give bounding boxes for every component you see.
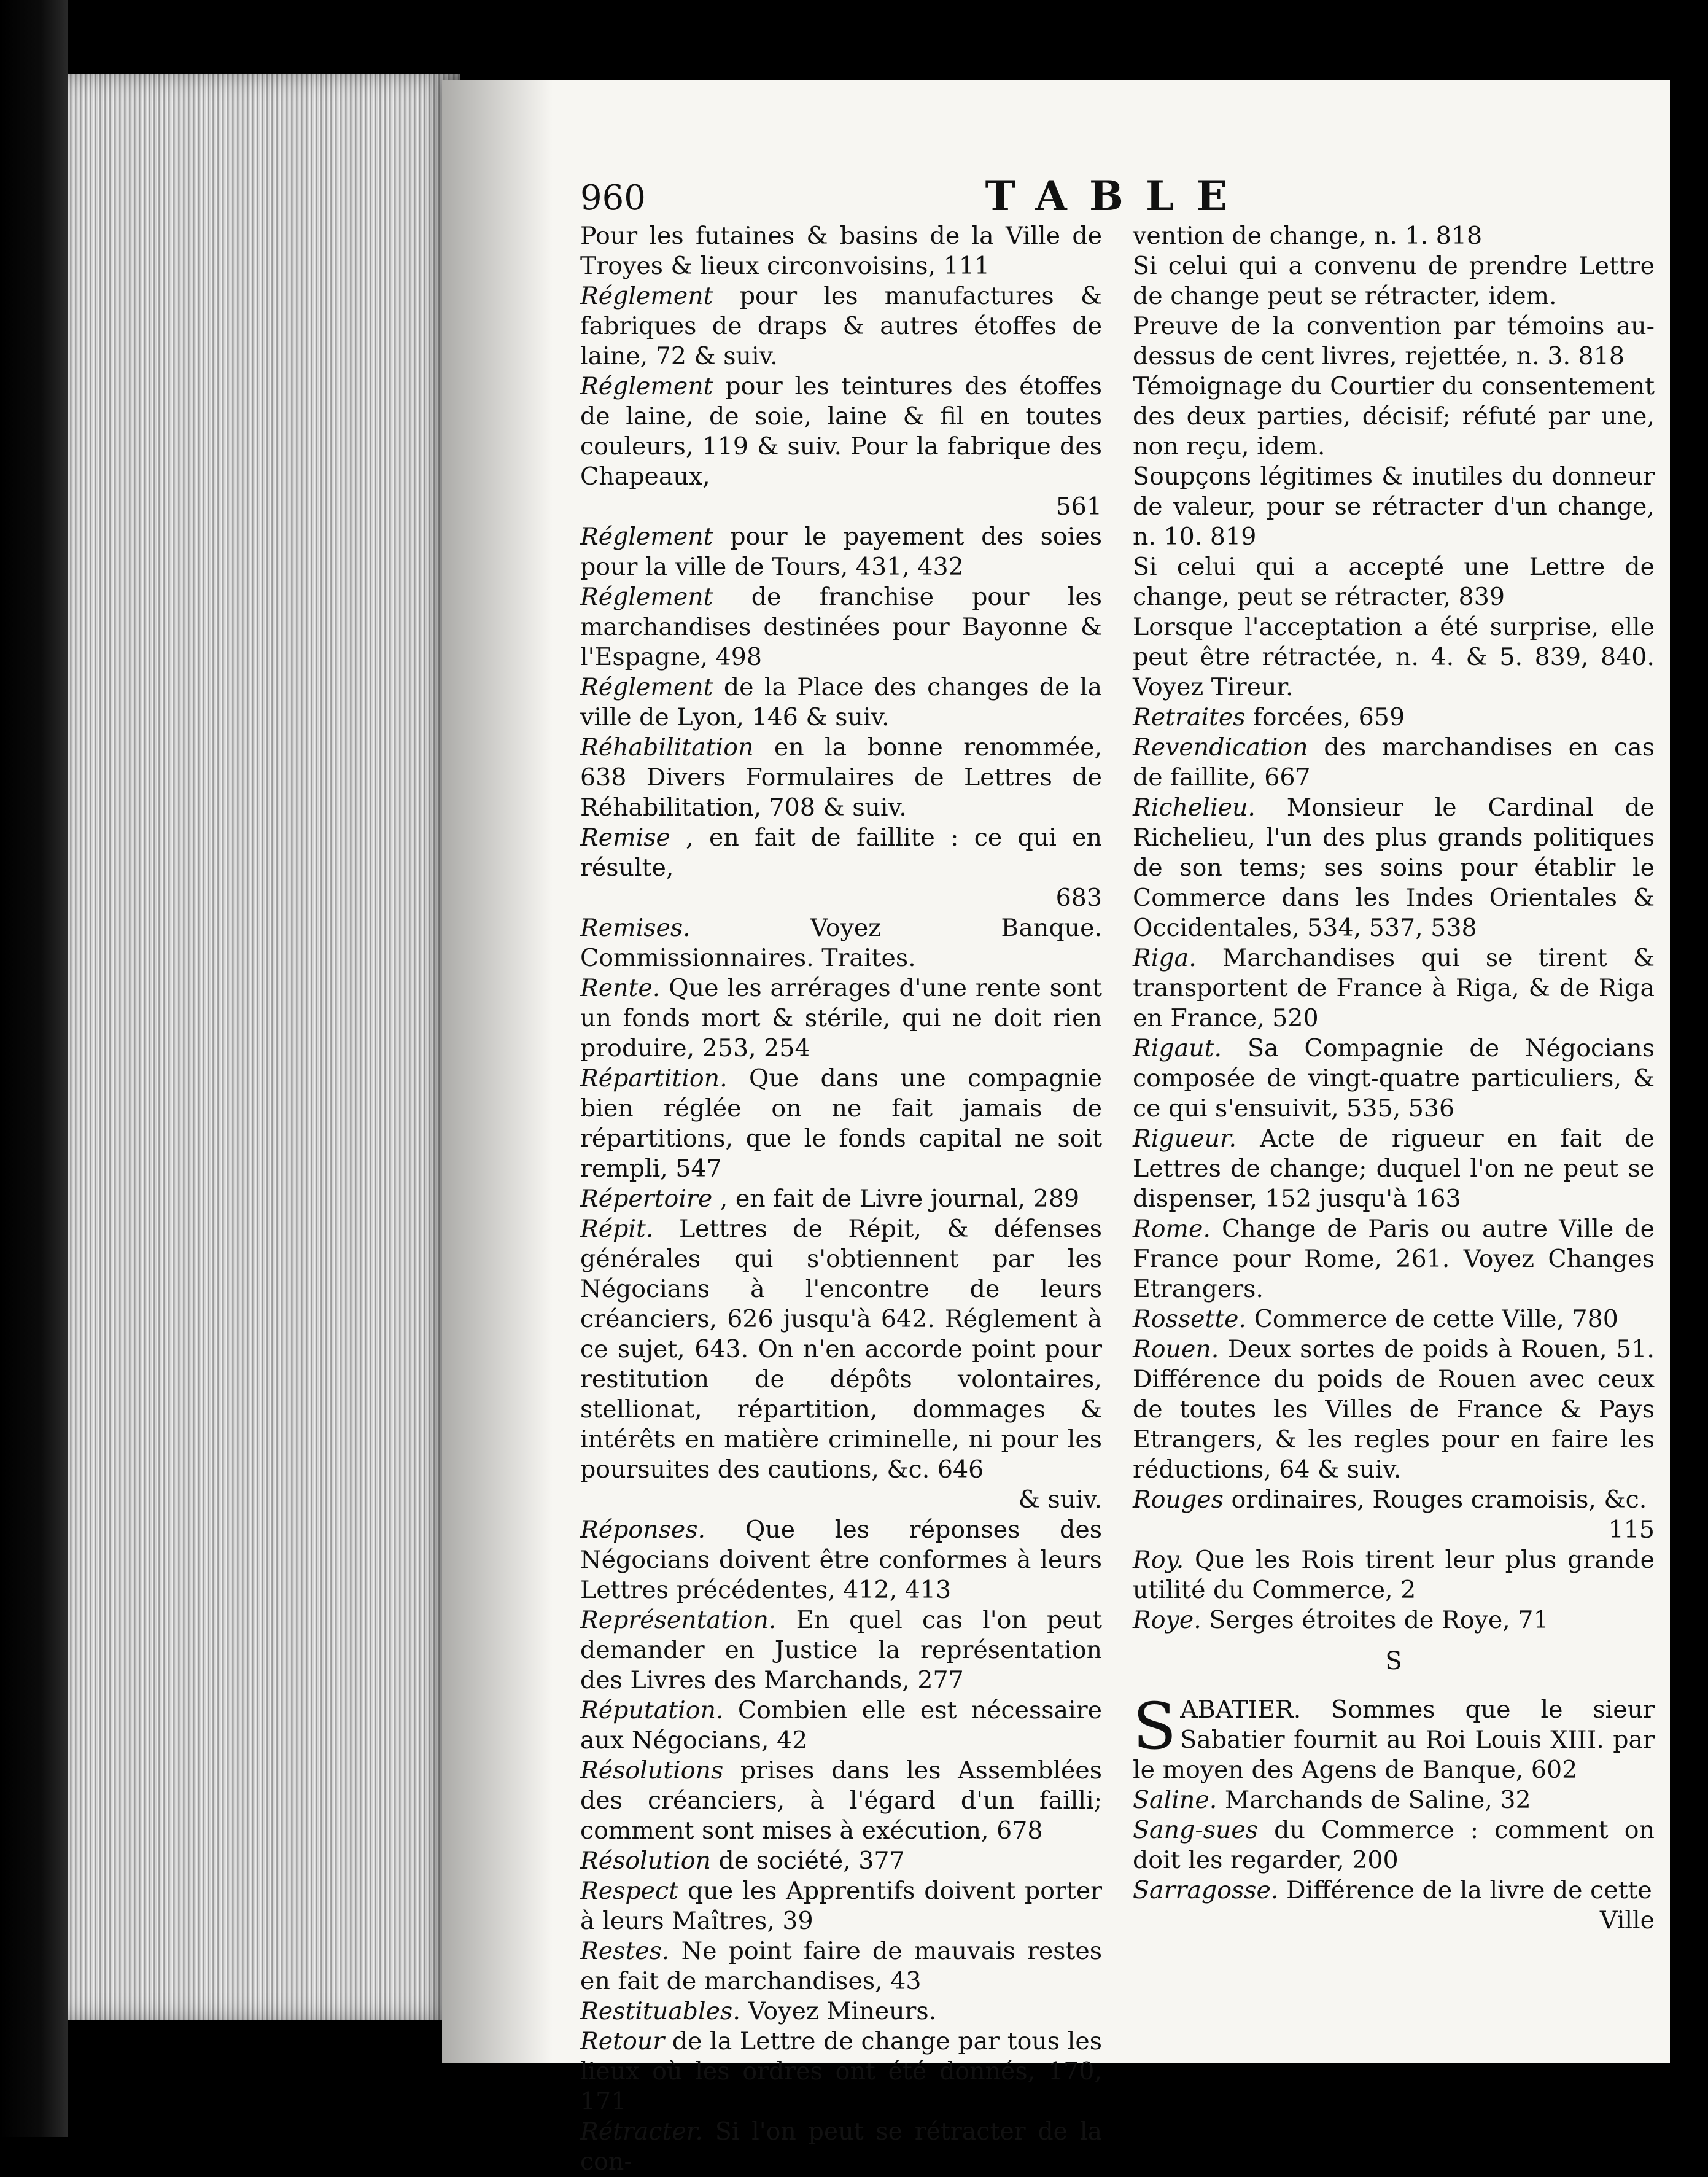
entry-text: Voyez Mineurs. <box>748 1997 937 2025</box>
entry-headword: Saline. <box>1133 1786 1217 1814</box>
index-entry <box>580 1064 1102 1184</box>
entry-text: Si celui qui a convenu de prendre Lettre de change peut se rétracter, idem. <box>1133 252 1655 310</box>
right-column-s-entries <box>1133 1689 1655 1936</box>
index-entry <box>1133 552 1655 612</box>
index-entry <box>1133 462 1655 552</box>
entry-headword: Rossette. <box>1133 1305 1247 1333</box>
entry-text: en la bonne renommée, 638 Divers Formulaires de Lettres de Réhabilitation, 708 & suiv. <box>580 733 1103 822</box>
entry-text: Que les réponses des Négocians doivent être conformes à leurs Lettres précédentes, 412, 413 <box>580 1516 1102 1604</box>
entry-text: pour le payement des soies pour la ville de Tours, 431, 432 <box>580 523 1102 581</box>
entry-text: Commerce de cette Ville, 780 <box>1254 1305 1618 1333</box>
index-entry <box>1133 372 1655 462</box>
scan-dark-margin <box>0 0 68 2137</box>
entry-text: Si l'on peut se rétracter de la con- <box>580 2117 1102 2176</box>
entry-text: du Commerce : comment on doit les regarder, 200 <box>1133 1816 1655 1874</box>
entry-headword: Remises. <box>580 914 691 942</box>
entry-headword: Remise <box>580 824 670 852</box>
index-entry <box>1133 1304 1655 1334</box>
entry-headword: Réglement <box>580 282 713 310</box>
entry-text: Pour les futaines & basins de la Ville de Troyes & lieux circonvoisins, 111 <box>580 222 1102 280</box>
index-entry <box>1133 1545 1655 1605</box>
index-entry <box>580 1696 1102 1756</box>
entry-text: ABATIER. Sommes que le sieur Sabatier fournit au Roi Louis XIII. par le moyen des Agens de Banque, 602 <box>1133 1696 1655 1784</box>
index-entry <box>580 281 1102 372</box>
index-entry <box>580 1605 1102 1696</box>
entry-text: prises dans les Assemblées des créanciers, à l'égard d'un failli; comment sont mises à exécution, 678 <box>580 1756 1102 1845</box>
entry-text: des marchandises en cas de faillite, 667 <box>1133 733 1655 792</box>
entry-text: Que les arrérages d'une rente sont un fonds mort & stérile, qui ne doit rien produire, 253, 254 <box>580 974 1102 1062</box>
drop-cap-letter: S <box>1133 1689 1177 1764</box>
entry-headword: Réglement <box>580 673 713 701</box>
index-entry <box>1133 1875 1655 1936</box>
entry-headword: Répartition. <box>580 1064 728 1092</box>
entry-text: Deux sortes de poids à Rouen, 51. Différence du poids de Rouen avec ceux de toutes les Villes de France & Pays Etrangers, & les regles pour en faire les réductions, 64 & suiv. <box>1133 1335 1655 1484</box>
index-entry <box>580 1996 1102 2027</box>
entry-text: pour les manufactures & fabriques de draps & autres étoffes de laine, 72 & suiv. <box>580 282 1103 370</box>
entry-text: , en fait de faillite : ce qui en résulte, <box>580 824 1102 882</box>
right-column <box>1133 221 1655 1936</box>
index-entry <box>580 522 1102 582</box>
index-entry <box>1133 703 1655 733</box>
entry-headword: Réhabilitation <box>580 733 754 761</box>
index-entry <box>580 1876 1102 1936</box>
entry-text: Marchands de Saline, 32 <box>1224 1786 1531 1814</box>
entry-text: ordinaires, Rouges cramoisis, &c. <box>1231 1486 1647 1514</box>
entry-text: En quel cas l'on peut demander en Justice la représentation des Livres des Marchands, 277 <box>580 1606 1102 1694</box>
entry-page-reference: Ville <box>1599 1906 1655 1934</box>
entry-headword: Retraites <box>1133 703 1246 731</box>
index-entry <box>1133 1124 1655 1214</box>
index-entry <box>580 1184 1102 1214</box>
entry-text: Soupçons légitimes & inutiles du donneur de valeur, pour se rétracter d'un change, n. 10. 819 <box>1133 462 1655 551</box>
index-entry <box>1133 1214 1655 1304</box>
entry-text: Voyez Banque. Commissionnaires. Traites. <box>580 914 1102 972</box>
index-entry <box>580 1936 1102 1996</box>
entry-headword: Riga. <box>1133 944 1197 972</box>
index-entry <box>580 221 1102 281</box>
entry-headword: Roy. <box>1133 1546 1184 1574</box>
entry-text: de la Lettre de change par tous les lieux où les ordres ont été donnés, 170, 171 <box>580 2027 1102 2116</box>
gutter-shadow <box>442 80 553 2063</box>
entry-page-reference: 115 <box>1608 1516 1655 1544</box>
entry-headword: Rouges <box>1133 1486 1224 1514</box>
entry-headword: Représentation. <box>580 1606 777 1634</box>
right-column-r-entries <box>1133 221 1655 1635</box>
entry-text: Marchandises qui se tirent & transportent de France à Riga, & de Riga en France, 520 <box>1133 944 1655 1032</box>
index-entry <box>1133 793 1655 943</box>
index-entry <box>1133 1689 1655 1785</box>
section-letter-heading: S <box>1385 1647 1402 1675</box>
entry-headword: Rétracter. <box>580 2117 703 2146</box>
entry-headword: Résolutions <box>580 1756 724 1785</box>
entry-text: pour les teintures des étoffes de laine, de soie, laine & fil en toutes couleurs, 119 & suiv. Pour la fabrique des Chapeaux, <box>580 372 1102 491</box>
index-entry <box>1133 1605 1655 1635</box>
left-column <box>580 221 1102 2177</box>
entry-text: Que les Rois tirent leur plus grande utilité du Commerce, 2 <box>1133 1546 1655 1604</box>
index-entry <box>580 2027 1102 2117</box>
entry-headword: Rigaut. <box>1133 1034 1222 1062</box>
entry-text: , en fait de Livre journal, 289 <box>720 1185 1080 1213</box>
index-entry <box>580 372 1102 522</box>
entry-headword: Retour <box>580 2027 665 2055</box>
index-entry <box>1133 1815 1655 1875</box>
entry-text: forcées, 659 <box>1253 703 1405 731</box>
index-entry <box>1133 943 1655 1034</box>
index-entry <box>1133 251 1655 311</box>
index-entry <box>1133 1785 1655 1815</box>
book-page-edges <box>68 74 460 2020</box>
entry-text: Que dans une compagnie bien réglée on ne fait jamais de répartitions, que le fonds capital ne soit rempli, 547 <box>580 1064 1102 1183</box>
entry-headword: Résolution <box>580 1847 711 1875</box>
index-entry <box>1133 612 1655 703</box>
entry-page-reference: & suiv. <box>1018 1486 1102 1514</box>
index-entry <box>580 1846 1102 1876</box>
entry-headword: Richelieu. <box>1133 793 1256 822</box>
entry-text: Si celui qui a accepté une Lettre de change, peut se rétracter, 839 <box>1133 553 1655 611</box>
index-entry <box>1133 1034 1655 1124</box>
entry-text: de la Place des changes de la ville de Lyon, 146 & suiv. <box>580 673 1102 731</box>
entry-page-reference: 561 <box>1055 493 1102 521</box>
page-title: TABLE <box>985 172 1250 220</box>
index-entry <box>1133 733 1655 793</box>
running-head <box>580 172 1655 227</box>
book-page <box>442 80 1670 2176</box>
index-entry <box>1133 1485 1655 1545</box>
entry-text: Lettres de Répit, & défenses générales qui s'obtiennent par les Négocians à l'encontre de leurs créanciers, 626 jusqu'à 642. Réglement à ce sujet, 643. On n'en accorde point pour restitution de dépôts volontaires, stellionat, répartition, dommages & intérêts en matière criminelle, ni pour les poursuites des cautions, &c. 646 <box>580 1215 1102 1484</box>
index-entry <box>580 973 1102 1064</box>
index-entry <box>580 1756 1102 1846</box>
entry-headword: Revendication <box>1133 733 1308 761</box>
index-entry <box>580 823 1102 913</box>
index-entry <box>580 1515 1102 1605</box>
entry-text: Change de Paris ou autre Ville de France pour Rome, 261. Voyez Changes Etrangers. <box>1133 1215 1655 1303</box>
entry-headword: Restituables. <box>580 1997 740 2025</box>
index-entry <box>580 582 1102 672</box>
index-entry <box>580 672 1102 733</box>
entry-headword: Rigueur. <box>1133 1124 1237 1153</box>
entry-text: Ne point faire de mauvais restes en fait de marchandises, 43 <box>580 1937 1103 1995</box>
index-entry <box>580 913 1102 973</box>
index-entry <box>580 1214 1102 1515</box>
entry-headword: Réglement <box>580 372 713 400</box>
index-entry <box>1133 221 1655 251</box>
entry-headword: Répit. <box>580 1215 654 1243</box>
entry-text: Monsieur le Cardinal de Richelieu, l'un des plus grands politiques de son tems; ses soins pour établir le Commerce dans les Indes Orientales & Occidentales, 534, 537, 538 <box>1133 793 1655 942</box>
entry-headword: Réglement <box>580 583 713 611</box>
entry-text: que les Apprentifs doivent porter à leurs Maîtres, 39 <box>580 1877 1102 1935</box>
entry-text: Différence de la livre de cette <box>1286 1876 1652 1904</box>
entry-text: Acte de rigueur en fait de Lettres de change; duquel l'on ne peut se dispenser, 152 jusqu'à 163 <box>1133 1124 1655 1213</box>
entry-text: de société, 377 <box>718 1847 905 1875</box>
entry-text: vention de change, n. 1. 818 <box>1133 222 1483 250</box>
entry-text: de franchise pour les marchandises destinées pour Bayonne & l'Espagne, 498 <box>580 583 1102 671</box>
index-entry <box>1133 1334 1655 1485</box>
index-entry <box>580 733 1102 823</box>
entry-text: Preuve de la convention par témoins au-dessus de cent livres, rejettée, n. 3. 818 <box>1133 312 1655 370</box>
entry-headword: Réputation. <box>580 1696 724 1724</box>
entry-headword: Sarragosse. <box>1133 1876 1279 1904</box>
entry-headword: Roye. <box>1133 1606 1201 1634</box>
entry-headword: Respect <box>580 1877 679 1905</box>
entry-headword: Répertoire <box>580 1185 713 1213</box>
entry-text: Sa Compagnie de Négocians composée de vingt-quatre particuliers, & ce qui s'ensuivit, 535, 536 <box>1133 1034 1655 1123</box>
entry-headword: Rente. <box>580 974 661 1002</box>
entry-headword: Rouen. <box>1133 1335 1219 1363</box>
index-entry <box>1133 311 1655 372</box>
entry-text: Lorsque l'acceptation a été surprise, elle peut être rétractée, n. 4. & 5. 839, 840. Voyez Tireur. <box>1133 613 1655 701</box>
entry-text: Combien elle est nécessaire aux Négocians, 42 <box>580 1696 1102 1754</box>
index-entry <box>580 2117 1102 2177</box>
entry-headword: Restes. <box>580 1937 670 1965</box>
page-number: 960 <box>580 178 646 218</box>
entry-headword: Réponses. <box>580 1516 706 1544</box>
entry-text: Témoignage du Courtier du consentement des deux parties, décisif; réfuté par une, non reçu, idem. <box>1133 372 1655 461</box>
entry-page-reference: 683 <box>1055 884 1102 912</box>
entry-headword: Réglement <box>580 523 713 551</box>
entry-text: Serges étroites de Roye, 71 <box>1209 1606 1549 1634</box>
entry-headword: Rome. <box>1133 1215 1211 1243</box>
entry-headword: Sang-sues <box>1133 1816 1259 1844</box>
